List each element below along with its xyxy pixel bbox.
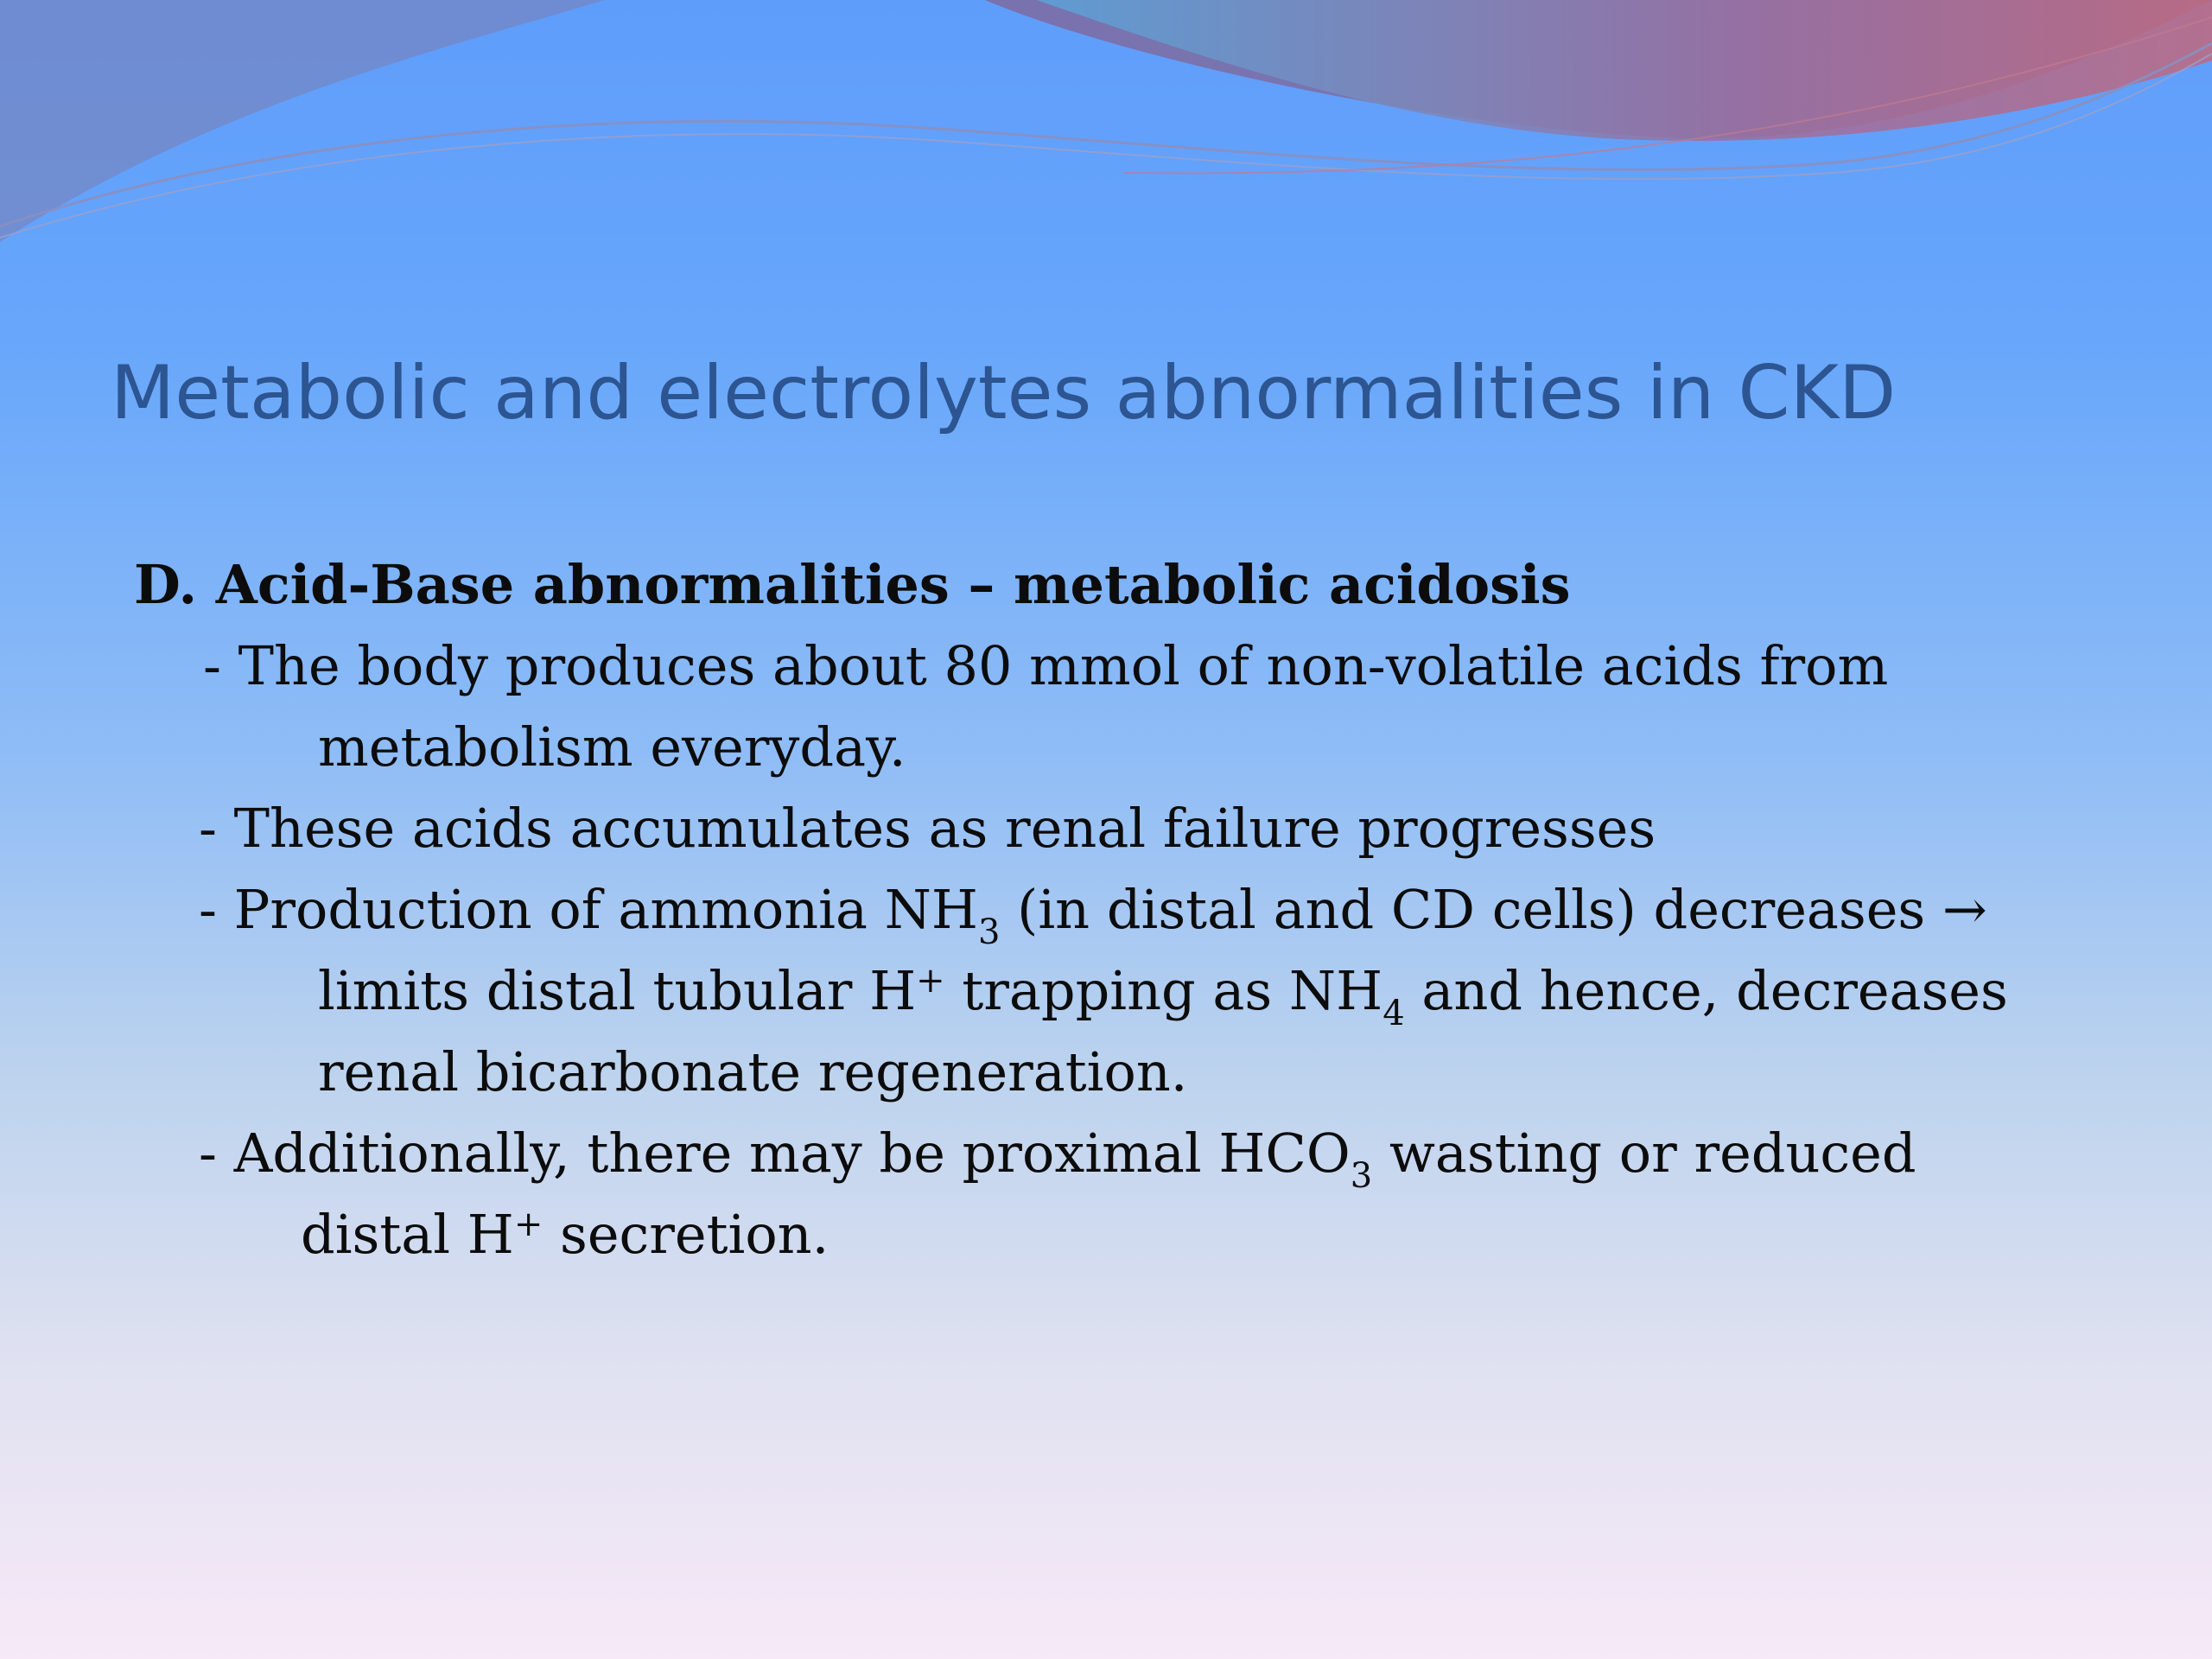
section-heading: D. Acid-Base abnormalities – metabolic acidosis [134,553,1571,616]
text-segment: (in distal and CD cells) decreases → [1000,878,1987,941]
subscript: 3 [978,912,1001,952]
bullet-acid-production: - The body produces about 80 mmol of non-volatile acids from [203,634,1889,697]
subscript: 4 [1382,994,1405,1033]
bullet-ammonia-production [199,869,1987,950]
bullet-bicarbonate-wasting [199,1113,1916,1194]
bullet-acid-production-cont: metabolism everyday. [318,715,906,779]
bullet-bicarbonate-wasting-cont [301,1194,829,1275]
decorative-waves [0,0,2212,276]
text-segment: distal H [301,1203,514,1266]
subscript: 3 [1350,1156,1373,1196]
text-segment: trapping as NH [944,959,1383,1022]
bullet-acid-accumulation: - These acids accumulates as renal failure progresses [199,797,1656,860]
superscript: + [513,1205,543,1244]
bullet-ammonia-production-cont [318,950,2008,1032]
text-segment: and hence, decreases [1404,959,2008,1022]
wave-band-left [0,0,605,242]
text-segment: wasting or reduced [1372,1122,1916,1185]
text-segment: limits distal tubular H [318,959,917,1022]
bullet-ammonia-production-end: renal bicarbonate regeneration. [318,1040,1188,1103]
text-segment: secretion. [543,1203,830,1266]
slide-title: Metabolic and electrolytes abnormalities in CKD [111,350,1897,436]
text-segment: - Additionally, there may be proximal HCO [199,1122,1351,1185]
superscript: + [916,961,945,1001]
text-segment: - Production of ammonia NH [199,878,978,941]
